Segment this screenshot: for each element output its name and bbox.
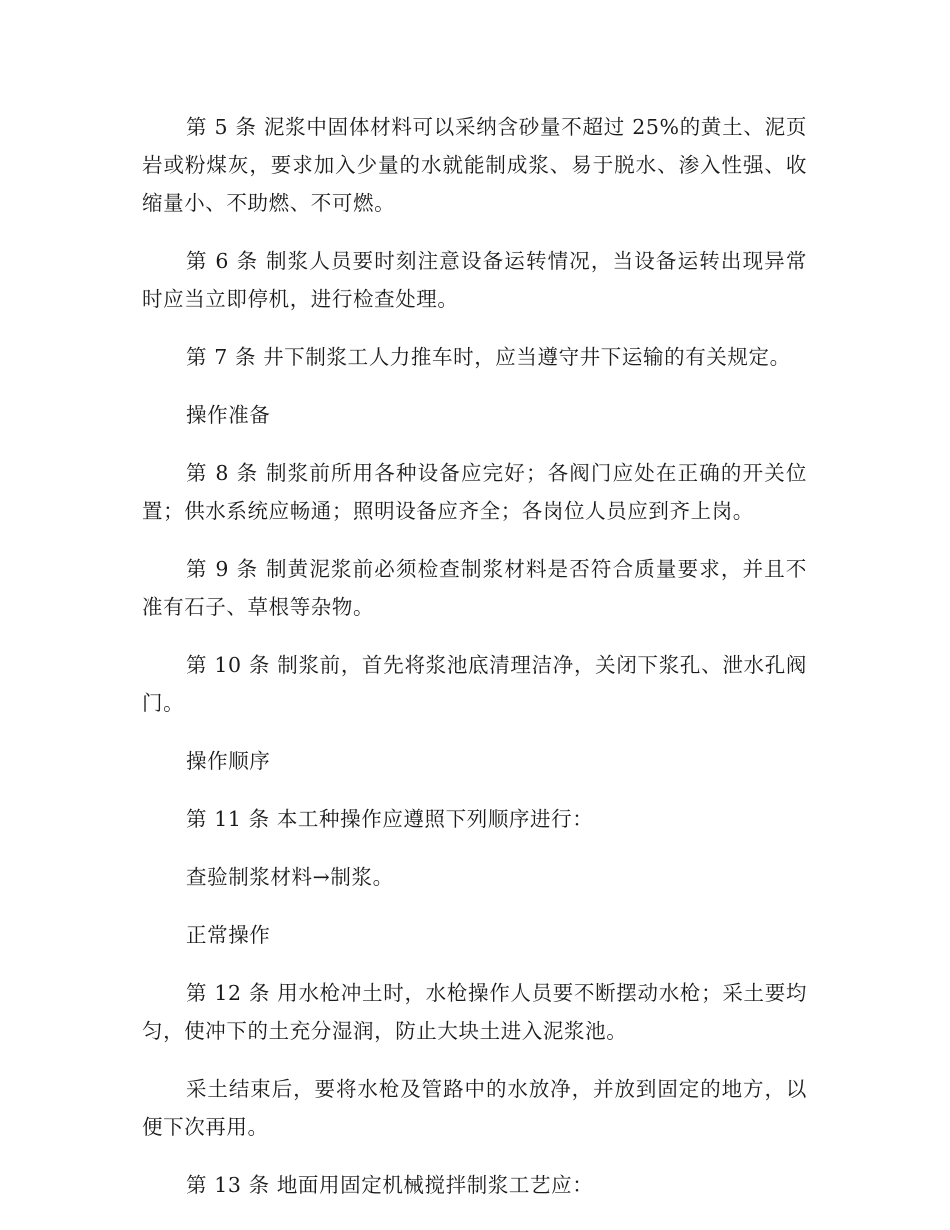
article-8-paragraph: 第 8 条 制浆前所用各种设备应完好；各阀门应处在正确的开关位置；供水系统应畅通；照明设备应齐全；各岗位人员应到齐上岗。 bbox=[142, 461, 807, 523]
article-9-paragraph: 第 9 条 制黄泥浆前必须检查制浆材料是否符合质量要求，并且不准有石子、草根等杂物。 bbox=[142, 557, 807, 619]
section-heading-preparation: 操作准备 bbox=[186, 403, 271, 427]
article-11-paragraph: 第 11 条 本工种操作应遵照下列顺序进行： bbox=[186, 807, 594, 831]
article-5-paragraph: 第 5 条 泥浆中固体材料可以采纳含砂量不超过 25%的黄土、泥页岩或粉煤灰，要求加入少量的水就能制成浆、易于脱水、渗入性强、收缩量小、不助燃、不可燃。 bbox=[142, 115, 807, 215]
article-13-paragraph: 第 13 条 地面用固定机械搅拌制浆工艺应： bbox=[186, 1173, 594, 1197]
article-10-paragraph: 第 10 条 制浆前，首先将浆池底清理洁净，关闭下浆孔、泄水孔阀门。 bbox=[142, 653, 807, 715]
section-heading-normal-operation: 正常操作 bbox=[186, 923, 271, 947]
article-12-paragraph: 第 12 条 用水枪冲土时，水枪操作人员要不断摆动水枪；采土要均匀，使冲下的土充分湿润，防止大块土进入泥浆池。 bbox=[142, 981, 807, 1043]
document-page bbox=[142, 108, 807, 1224]
procedure-sequence-paragraph: 查验制浆材料→制浆。 bbox=[186, 865, 394, 889]
article-12-continuation-paragraph: 采土结束后，要将水枪及管路中的水放净，并放到固定的地方，以便下次再用。 bbox=[142, 1077, 807, 1139]
article-6-paragraph: 第 6 条 制浆人员要时刻注意设备运转情况，当设备运转出现异常时应当立即停机，进行检查处理。 bbox=[142, 249, 807, 311]
article-7-paragraph: 第 7 条 井下制浆工人力推车时，应当遵守井下运输的有关规定。 bbox=[186, 345, 791, 369]
section-heading-order: 操作顺序 bbox=[186, 749, 271, 773]
